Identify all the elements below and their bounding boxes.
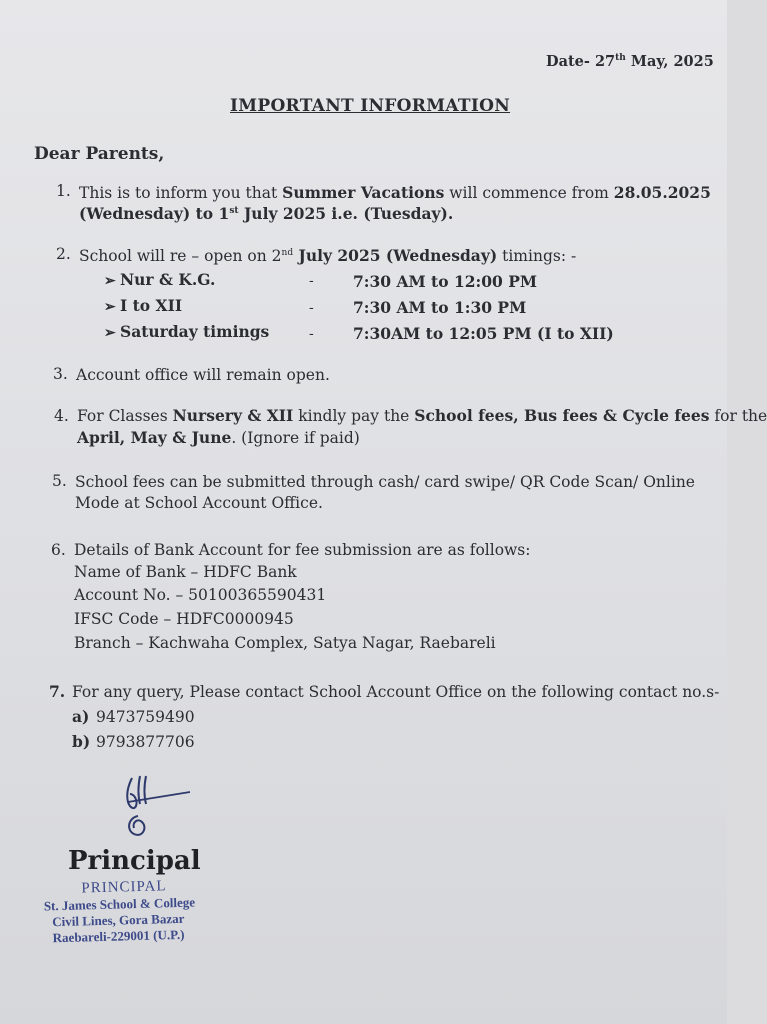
item-2-sup: nd [281, 248, 294, 258]
item-4-months: April, May & June [77, 428, 232, 447]
bank-name: Name of Bank – HDFC Bank [74, 563, 297, 581]
item-3-number: 3. [53, 365, 68, 383]
item-5-line-2: Mode at School Account Office. [75, 494, 323, 512]
principal-signature [118, 772, 198, 844]
schedule-time: 7:30AM to 12:05 PM (I to XII) [353, 324, 614, 343]
schedule-time: 7:30 AM to 1:30 PM [353, 298, 527, 317]
notice-title: IMPORTANT INFORMATION [230, 96, 511, 116]
schedule-row-i-xii [104, 296, 182, 317]
item-1-end-b: July 2025 i.e. (Tuesday). [238, 204, 454, 223]
arrow-bullet-icon: ➢ [104, 299, 116, 315]
bank-ifsc-code: IFSC Code – HDFC0000945 [74, 610, 294, 628]
item-1-end-sup: st [229, 206, 239, 216]
schedule-row-nur-kg [104, 270, 215, 291]
item-1-text-a: This is to inform you that [79, 184, 283, 202]
item-1-start-date: 28.05.2025 [613, 183, 711, 202]
item-4-number: 4. [54, 407, 69, 425]
arrow-bullet-icon: ➢ [104, 325, 116, 341]
schedule-separator: - [309, 326, 314, 342]
item-6-intro: Details of Bank Account for fee submission are as follows: [74, 541, 531, 559]
item-1-number: 1. [56, 182, 71, 200]
item-4-ignore-note: . (Ignore if paid) [231, 429, 360, 447]
item-7-number: 7. [49, 682, 66, 701]
bank-branch: Branch – Kachwaha Complex, Satya Nagar, Raebareli [74, 634, 496, 652]
item-4-fees: School fees, Bus fees & Cycle fees [414, 406, 710, 425]
item-4-text-a: For Classes [77, 407, 173, 425]
item-6-number: 6. [51, 541, 66, 559]
item-4-text-b: kindly pay the [293, 407, 415, 425]
item-4-text-c: for the [709, 407, 767, 425]
schedule-time: 7:30 AM to 12:00 PM [353, 272, 538, 291]
schedule-row-saturday [104, 322, 269, 343]
schedule-label: I to XII [120, 296, 183, 315]
item-2-number: 2. [56, 245, 71, 263]
item-1-summer-vacations: Summer Vacations [282, 183, 445, 202]
item-1-end-a: (Wednesday) to 1 [79, 204, 230, 223]
stamp-school-name: St. James School & College [43, 894, 196, 914]
item-4-classes: Nursery & XII [172, 406, 294, 425]
item-1-line-1 [79, 183, 711, 203]
stamp-title: PRINCIPAL [81, 878, 167, 897]
item-2-text-b: timings: - [497, 247, 577, 265]
stamp-city: Raebareli-229001 (U.P.) [52, 926, 185, 946]
bank-account-number: Account No. – 50100365590431 [74, 586, 327, 604]
date-day-suffix: th [615, 53, 626, 63]
item-4-line-1 [77, 406, 767, 426]
item-3-text: Account office will remain open. [76, 366, 330, 384]
schedule-label: Saturday timings [120, 322, 270, 341]
contact-a-label: a) [72, 707, 90, 726]
principal-title: Principal [68, 846, 201, 876]
arrow-bullet-icon: ➢ [104, 273, 116, 289]
item-5-number: 5. [52, 472, 67, 490]
item-5-line-1: School fees can be submitted through cash/ card swipe/ QR Code Scan/ Online [75, 473, 695, 491]
salutation: Dear Parents, [34, 144, 165, 164]
schedule-separator: - [309, 273, 314, 289]
item-2-text-a: School will re – open on 2 [79, 247, 282, 265]
schedule-label: Nur & K.G. [120, 270, 216, 289]
item-2-reopen-date: July 2025 (Wednesday) [293, 246, 498, 265]
contact-b-number: 9793877706 [96, 733, 195, 751]
stamp-address: Civil Lines, Gora Bazar [52, 910, 185, 930]
date-month-year: May, 2025 [625, 53, 714, 70]
item-1-text-b: will commence from [444, 184, 614, 202]
contact-b-label: b) [72, 732, 91, 751]
item-7-text: For any query, Please contact School Account Office on the following contact no.s- [72, 683, 720, 701]
contact-a-number: 9473759490 [96, 708, 195, 726]
notice-date [546, 52, 714, 72]
school-stamp [43, 876, 235, 947]
item-2-line-1 [79, 246, 576, 266]
item-4-line-2 [77, 428, 360, 448]
item-1-line-2 [79, 204, 453, 224]
schedule-separator: - [309, 300, 314, 316]
date-day: Date- 27 [546, 53, 616, 70]
